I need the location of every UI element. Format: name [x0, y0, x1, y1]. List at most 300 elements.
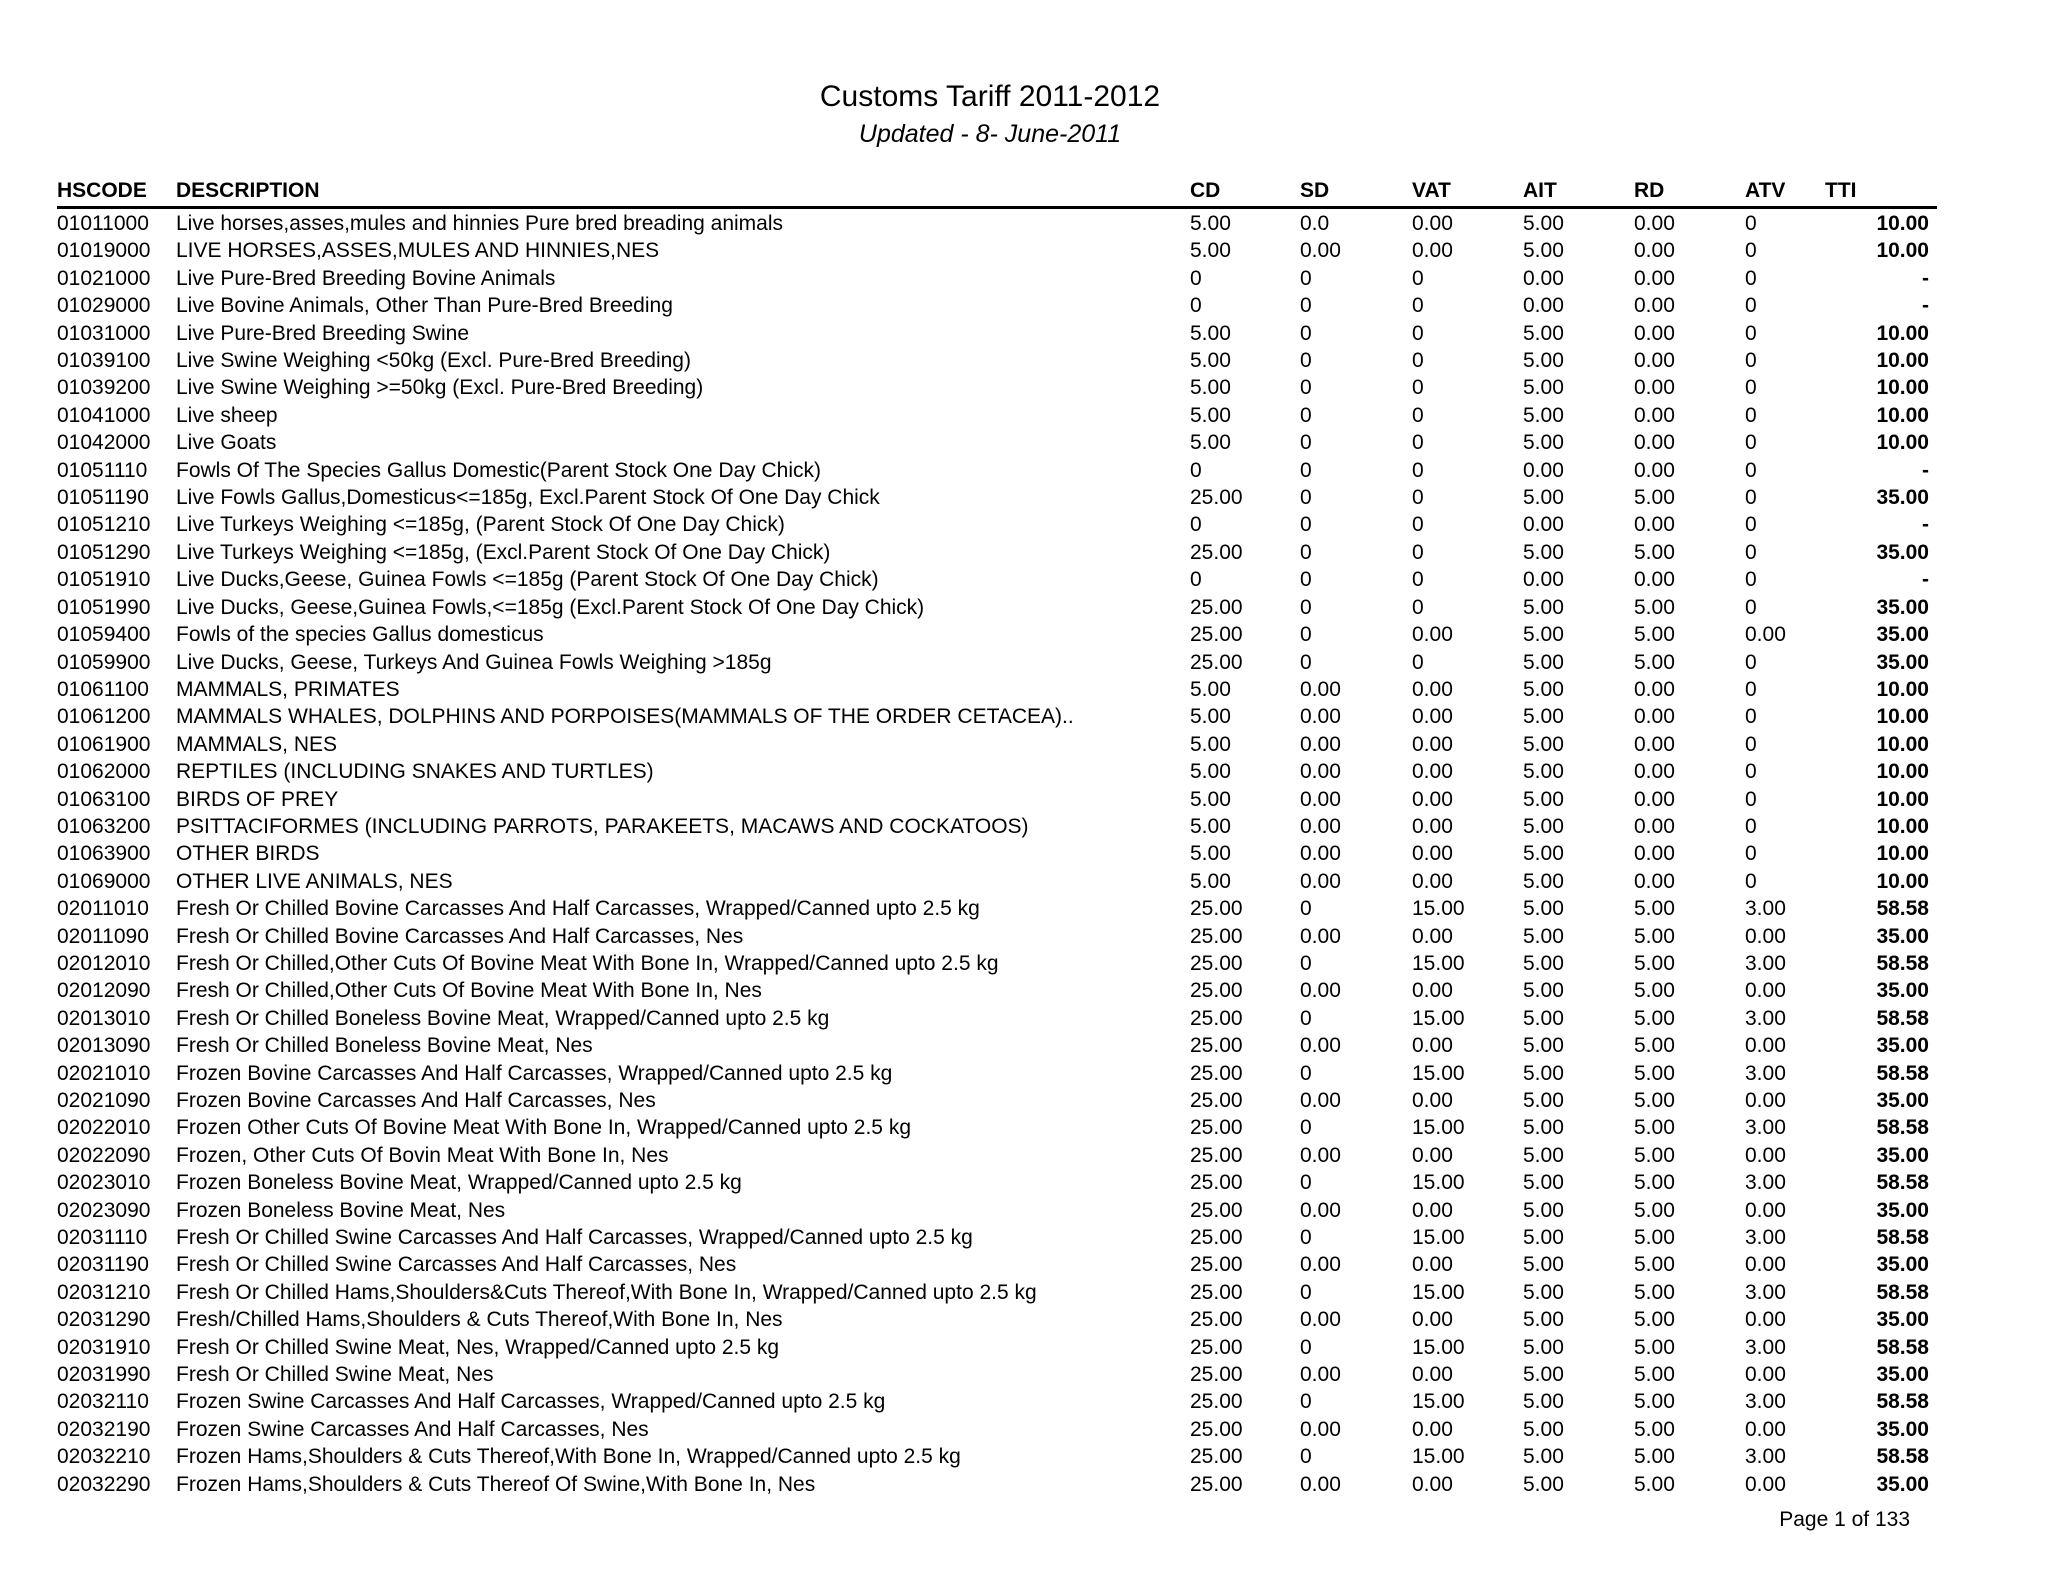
cell-sd: 0 [1300, 897, 1312, 921]
cell-sd: 0 [1300, 951, 1312, 975]
cell-rd: 5.00 [1634, 951, 1675, 975]
cell-atv: 0 [1745, 349, 1757, 373]
table-row [0, 621, 1940, 648]
cell-hscode: 02032110 [57, 1390, 149, 1414]
cell-cd: 25.00 [1190, 486, 1243, 510]
cell-hscode: 02032190 [57, 1417, 151, 1441]
cell-vat: 15.00 [1412, 1445, 1465, 1469]
cell-rd: 0.00 [1634, 321, 1675, 345]
cell-vat: 0.00 [1412, 677, 1453, 701]
cell-hscode: 01061900 [57, 732, 151, 756]
cell-vat: 0.00 [1412, 732, 1453, 756]
cell-tti: 35.00 [1876, 1198, 1929, 1222]
cell-rd: 0.00 [1634, 842, 1675, 866]
cell-atv: 0.00 [1745, 1308, 1786, 1332]
cell-hscode: 02031910 [57, 1335, 151, 1359]
cell-cd: 25.00 [1190, 1143, 1243, 1167]
table-row [0, 1060, 1940, 1087]
cell-description: Fresh Or Chilled Swine Carcasses And Half Carcasses, Wrapped/Canned upto 2.5 kg [176, 1226, 973, 1250]
cell-ait: 0.00 [1523, 266, 1564, 290]
cell-cd: 0 [1190, 458, 1202, 482]
cell-vat: 0 [1412, 431, 1424, 455]
cell-cd: 5.00 [1190, 349, 1231, 373]
cell-description: Live Ducks,Geese, Guinea Fowls <=185g (Parent Stock Of One Day Chick) [176, 568, 879, 592]
cell-hscode: 01021000 [57, 266, 151, 290]
cell-description: Fresh Or Chilled Boneless Bovine Meat, Wrapped/Canned upto 2.5 kg [176, 1006, 830, 1030]
cell-vat: 0 [1412, 595, 1424, 619]
cell-cd: 25.00 [1190, 1034, 1243, 1058]
cell-sd: 0.00 [1300, 842, 1341, 866]
cell-cd: 5.00 [1190, 842, 1231, 866]
cell-ait: 5.00 [1523, 540, 1564, 564]
cell-sd: 0.0 [1300, 212, 1330, 235]
document-title: Customs Tariff 2011-2012 [819, 80, 1161, 113]
cell-description: OTHER LIVE ANIMALS, NES [176, 869, 453, 893]
cell-sd: 0 [1300, 1335, 1312, 1359]
cell-description: Live Swine Weighing >=50kg (Excl. Pure-Bred Breeding) [176, 376, 704, 400]
cell-ait: 0.00 [1523, 568, 1564, 592]
cell-tti: 58.58 [1876, 1116, 1929, 1140]
cell-description: Frozen Boneless Bovine Meat, Wrapped/Canned upto 2.5 kg [176, 1171, 742, 1195]
cell-cd: 25.00 [1190, 1226, 1243, 1250]
cell-sd: 0 [1300, 1006, 1312, 1030]
cell-sd: 0.00 [1300, 677, 1341, 701]
cell-atv: 0 [1745, 513, 1757, 537]
cell-cd: 25.00 [1190, 650, 1243, 674]
cell-sd: 0.00 [1300, 979, 1341, 1003]
cell-rd: 5.00 [1634, 1390, 1675, 1414]
cell-rd: 5.00 [1634, 924, 1675, 948]
cell-tti: 58.58 [1876, 1226, 1929, 1250]
cell-sd: 0 [1300, 403, 1312, 427]
cell-cd: 25.00 [1190, 1472, 1243, 1496]
cell-rd: 0.00 [1634, 760, 1675, 784]
cell-description: Frozen Hams,Shoulders & Cuts Thereof Of Swine,With Bone In, Nes [176, 1472, 816, 1496]
cell-vat: 0.00 [1412, 1308, 1453, 1332]
cell-cd: 0 [1190, 294, 1202, 318]
document-subtitle: Updated - 8- June-2011 [858, 120, 1122, 148]
cell-vat: 0.00 [1412, 1363, 1453, 1387]
table-row [0, 1224, 1940, 1251]
cell-hscode: 01059400 [57, 623, 151, 647]
cell-sd: 0.00 [1300, 705, 1341, 729]
cell-sd: 0 [1300, 1226, 1312, 1250]
cell-atv: 3.00 [1745, 1390, 1786, 1414]
cell-rd: 5.00 [1634, 1253, 1675, 1277]
cell-atv: 3.00 [1745, 1445, 1786, 1469]
cell-vat: 0.00 [1412, 1089, 1453, 1112]
cell-vat: 15.00 [1412, 1280, 1465, 1304]
cell-cd: 25.00 [1190, 540, 1243, 564]
cell-atv: 0 [1745, 458, 1757, 482]
cell-cd: 25.00 [1190, 1445, 1243, 1469]
cell-rd: 5.00 [1634, 1363, 1675, 1387]
cell-description: Frozen Bovine Carcasses And Half Carcasses, Nes [176, 1089, 656, 1112]
cell-tti: 10.00 [1876, 403, 1929, 427]
cell-tti: 10.00 [1876, 349, 1929, 373]
cell-atv: 0.00 [1745, 1034, 1786, 1058]
cell-vat: 0.00 [1412, 212, 1453, 235]
cell-hscode: 02013010 [57, 1006, 151, 1030]
cell-hscode: 01029000 [57, 294, 151, 318]
cell-hscode: 01059900 [57, 650, 151, 674]
cell-description: Fresh Or Chilled Bovine Carcasses And Half Carcasses, Nes [176, 924, 744, 948]
cell-cd: 5.00 [1190, 787, 1231, 811]
table-row [0, 1032, 1940, 1059]
table-row [0, 1005, 1940, 1032]
table-row [0, 1251, 1940, 1278]
cell-description: Fresh Or Chilled,Other Cuts Of Bovine Meat With Bone In, Wrapped/Canned upto 2.5 kg [176, 951, 999, 975]
cell-sd: 0 [1300, 321, 1312, 345]
cell-atv: 0 [1745, 595, 1757, 619]
cell-description: Live Turkeys Weighing <=185g, (Excl.Parent Stock Of One Day Chick) [176, 540, 831, 564]
cell-vat: 0.00 [1412, 924, 1453, 948]
cell-rd: 5.00 [1634, 1061, 1675, 1085]
cell-atv: 0.00 [1745, 1417, 1786, 1441]
cell-rd: 5.00 [1634, 1034, 1675, 1058]
cell-hscode: 01063200 [57, 814, 151, 838]
cell-hscode: 02031190 [57, 1253, 149, 1277]
cell-vat: 0 [1412, 568, 1424, 592]
cell-sd: 0 [1300, 540, 1312, 564]
cell-rd: 5.00 [1634, 1143, 1675, 1167]
column-header-tti: TTI [1825, 179, 1857, 202]
cell-tti: 10.00 [1876, 677, 1929, 701]
cell-ait: 5.00 [1523, 376, 1564, 400]
table-row [0, 320, 1940, 347]
cell-rd: 0.00 [1634, 705, 1675, 729]
cell-sd: 0.00 [1300, 1363, 1341, 1387]
cell-cd: 25.00 [1190, 1335, 1243, 1359]
cell-hscode: 02032290 [57, 1472, 151, 1496]
cell-cd: 0 [1190, 513, 1202, 537]
cell-vat: 0 [1412, 486, 1424, 510]
cell-cd: 25.00 [1190, 924, 1243, 948]
cell-atv: 0 [1745, 266, 1757, 290]
cell-hscode: 02021090 [57, 1089, 151, 1112]
cell-description: Live Pure-Bred Breeding Bovine Animals [176, 266, 556, 290]
cell-sd: 0.00 [1300, 869, 1341, 893]
cell-description: Fresh Or Chilled Swine Meat, Nes, Wrapped/Canned upto 2.5 kg [176, 1335, 780, 1359]
column-header-ait: AIT [1523, 179, 1557, 202]
cell-ait: 5.00 [1523, 1280, 1564, 1304]
cell-cd: 25.00 [1190, 1417, 1243, 1441]
cell-tti: 10.00 [1876, 212, 1929, 235]
cell-tti: 35.00 [1876, 623, 1929, 647]
cell-tti: 35.00 [1876, 1253, 1929, 1277]
cell-vat: 15.00 [1412, 1226, 1465, 1250]
cell-tti: - [1922, 568, 1929, 592]
cell-cd: 25.00 [1190, 1089, 1243, 1112]
cell-vat: 15.00 [1412, 897, 1465, 921]
cell-rd: 0.00 [1634, 677, 1675, 701]
cell-cd: 5.00 [1190, 677, 1231, 701]
cell-ait: 5.00 [1523, 924, 1564, 948]
cell-description: Frozen Bovine Carcasses And Half Carcasses, Wrapped/Canned upto 2.5 kg [176, 1061, 893, 1085]
cell-atv: 0.00 [1745, 1143, 1786, 1167]
cell-ait: 5.00 [1523, 760, 1564, 784]
cell-description: Fresh Or Chilled,Other Cuts Of Bovine Meat With Bone In, Nes [176, 979, 762, 1003]
cell-rd: 0.00 [1634, 239, 1675, 263]
cell-tti: 58.58 [1876, 1390, 1929, 1414]
cell-hscode: 02013090 [57, 1034, 151, 1058]
cell-rd: 5.00 [1634, 1226, 1675, 1250]
cell-sd: 0.00 [1300, 1089, 1341, 1112]
cell-tti: 58.58 [1876, 1445, 1929, 1469]
cell-description: Frozen Swine Carcasses And Half Carcasses, Nes [176, 1417, 649, 1441]
cell-sd: 0 [1300, 486, 1312, 510]
cell-rd: 0.00 [1634, 431, 1675, 455]
table-row [0, 237, 1940, 264]
cell-atv: 0 [1745, 568, 1757, 592]
cell-cd: 5.00 [1190, 239, 1231, 263]
cell-vat: 0.00 [1412, 979, 1453, 1003]
cell-tti: 10.00 [1876, 760, 1929, 784]
cell-description: MAMMALS WHALES, DOLPHINS AND PORPOISES(MAMMALS OF THE ORDER CETACEA).. [176, 705, 1074, 729]
cell-ait: 5.00 [1523, 349, 1564, 373]
cell-rd: 5.00 [1634, 1280, 1675, 1304]
cell-cd: 25.00 [1190, 1006, 1243, 1030]
cell-description: Live Swine Weighing <50kg (Excl. Pure-Bred Breeding) [176, 349, 691, 373]
cell-cd: 5.00 [1190, 814, 1231, 838]
cell-description: Fresh Or Chilled Bovine Carcasses And Half Carcasses, Wrapped/Canned upto 2.5 kg [176, 897, 980, 921]
cell-sd: 0 [1300, 431, 1312, 455]
cell-vat: 0.00 [1412, 1472, 1453, 1496]
cell-tti: 35.00 [1876, 540, 1929, 564]
cell-description: Frozen Boneless Bovine Meat, Nes [176, 1198, 506, 1222]
cell-tti: 58.58 [1876, 1171, 1929, 1195]
header-rule [57, 206, 1937, 209]
table-row [0, 977, 1940, 1004]
cell-vat: 15.00 [1412, 951, 1465, 975]
cell-atv: 0 [1745, 376, 1757, 400]
cell-hscode: 02031990 [57, 1363, 151, 1387]
cell-description: Frozen, Other Cuts Of Bovin Meat With Bone In, Nes [176, 1143, 669, 1167]
cell-atv: 0 [1745, 431, 1757, 455]
table-row [0, 676, 1940, 703]
cell-sd: 0.00 [1300, 1253, 1341, 1277]
cell-rd: 0.00 [1634, 403, 1675, 427]
cell-description: Live Ducks, Geese, Turkeys And Guinea Fowls Weighing >185g [176, 650, 772, 674]
cell-cd: 25.00 [1190, 897, 1243, 921]
cell-atv: 0 [1745, 321, 1757, 345]
cell-vat: 15.00 [1412, 1061, 1465, 1085]
table-row [0, 484, 1940, 511]
cell-sd: 0.00 [1300, 1143, 1341, 1167]
cell-atv: 0.00 [1745, 1472, 1786, 1496]
cell-rd: 0.00 [1634, 266, 1675, 290]
cell-atv: 0 [1745, 212, 1757, 235]
table-row [0, 457, 1940, 484]
cell-tti: - [1922, 458, 1929, 482]
cell-cd: 25.00 [1190, 979, 1243, 1003]
cell-hscode: 02012010 [57, 951, 151, 975]
cell-atv: 0 [1745, 760, 1757, 784]
cell-ait: 5.00 [1523, 1226, 1564, 1250]
cell-cd: 25.00 [1190, 595, 1243, 619]
cell-ait: 5.00 [1523, 650, 1564, 674]
cell-cd: 25.00 [1190, 1280, 1243, 1304]
cell-cd: 0 [1190, 266, 1202, 290]
cell-ait: 5.00 [1523, 212, 1564, 235]
cell-description: Fresh Or Chilled Swine Meat, Nes [176, 1363, 494, 1387]
cell-tti: 10.00 [1876, 787, 1929, 811]
cell-hscode: 02011090 [57, 924, 149, 948]
table-row [0, 786, 1940, 813]
cell-rd: 5.00 [1634, 1417, 1675, 1441]
cell-hscode: 01061200 [57, 705, 151, 729]
cell-hscode: 01051290 [57, 540, 151, 564]
cell-vat: 0.00 [1412, 869, 1453, 893]
cell-atv: 0.00 [1745, 979, 1786, 1003]
table-row [0, 1306, 1940, 1333]
cell-rd: 5.00 [1634, 1445, 1675, 1469]
cell-vat: 0 [1412, 513, 1424, 537]
table-row [0, 1169, 1940, 1196]
cell-cd: 25.00 [1190, 1116, 1243, 1140]
table-row [0, 923, 1940, 950]
cell-hscode: 01039100 [57, 349, 151, 373]
table-row [0, 1361, 1940, 1388]
cell-cd: 25.00 [1190, 1390, 1243, 1414]
cell-cd: 25.00 [1190, 1253, 1243, 1277]
cell-cd: 0 [1190, 568, 1202, 592]
cell-rd: 0.00 [1634, 732, 1675, 756]
cell-description: Live Bovine Animals, Other Than Pure-Bred Breeding [176, 294, 673, 318]
cell-cd: 5.00 [1190, 431, 1231, 455]
cell-rd: 0.00 [1634, 869, 1675, 893]
cell-ait: 5.00 [1523, 1308, 1564, 1332]
cell-hscode: 02012090 [57, 979, 151, 1003]
cell-description: Live horses,asses,mules and hinnies Pure bred breading animals [176, 212, 784, 235]
cell-rd: 5.00 [1634, 486, 1675, 510]
table-header [0, 176, 1940, 206]
cell-hscode: 02023010 [57, 1171, 151, 1195]
cell-rd: 5.00 [1634, 1335, 1675, 1359]
cell-description: Live Goats [176, 431, 277, 455]
cell-cd: 5.00 [1190, 212, 1231, 235]
cell-sd: 0 [1300, 623, 1312, 647]
cell-tti: 35.00 [1876, 595, 1929, 619]
cell-tti: 35.00 [1876, 650, 1929, 674]
table-row [0, 1334, 1940, 1361]
cell-tti: 35.00 [1876, 1417, 1929, 1441]
cell-hscode: 02022090 [57, 1143, 151, 1167]
cell-description: Frozen Swine Carcasses And Half Carcasses, Wrapped/Canned upto 2.5 kg [176, 1390, 886, 1414]
table-row [0, 566, 1940, 593]
cell-cd: 5.00 [1190, 869, 1231, 893]
cell-sd: 0 [1300, 1445, 1312, 1469]
cell-sd: 0 [1300, 349, 1312, 373]
cell-sd: 0 [1300, 650, 1312, 674]
table-row [0, 374, 1940, 401]
cell-hscode: 02023090 [57, 1198, 151, 1222]
cell-sd: 0.00 [1300, 924, 1341, 948]
cell-rd: 0.00 [1634, 568, 1675, 592]
cell-description: Live Pure-Bred Breeding Swine [176, 321, 469, 345]
table-row [0, 594, 1940, 621]
cell-tti: 35.00 [1876, 1308, 1929, 1332]
cell-vat: 0.00 [1412, 1034, 1453, 1058]
cell-atv: 0 [1745, 403, 1757, 427]
cell-sd: 0 [1300, 568, 1312, 592]
column-header-atv: ATV [1745, 179, 1786, 202]
cell-vat: 0.00 [1412, 705, 1453, 729]
cell-hscode: 01062000 [57, 760, 151, 784]
cell-atv: 0 [1745, 294, 1757, 318]
cell-ait: 5.00 [1523, 814, 1564, 838]
cell-rd: 5.00 [1634, 650, 1675, 674]
column-header-vat: VAT [1412, 179, 1451, 202]
cell-ait: 5.00 [1523, 1472, 1564, 1496]
cell-vat: 0.00 [1412, 842, 1453, 866]
cell-ait: 5.00 [1523, 1143, 1564, 1167]
cell-rd: 5.00 [1634, 1006, 1675, 1030]
cell-rd: 5.00 [1634, 1472, 1675, 1496]
cell-hscode: 02031210 [57, 1280, 151, 1304]
cell-rd: 0.00 [1634, 349, 1675, 373]
table-row [0, 1388, 1940, 1415]
table-row [0, 1087, 1940, 1114]
cell-ait: 5.00 [1523, 486, 1564, 510]
cell-ait: 5.00 [1523, 1335, 1564, 1359]
cell-description: Fresh/Chilled Hams,Shoulders & Cuts Thereof,With Bone In, Nes [176, 1308, 783, 1332]
cell-rd: 5.00 [1634, 595, 1675, 619]
cell-sd: 0.00 [1300, 760, 1341, 784]
cell-sd: 0.00 [1300, 1472, 1341, 1496]
table-row [0, 758, 1940, 785]
cell-tti: 10.00 [1876, 431, 1929, 455]
cell-rd: 5.00 [1634, 1198, 1675, 1222]
cell-sd: 0.00 [1300, 1034, 1341, 1058]
cell-ait: 0.00 [1523, 513, 1564, 537]
cell-atv: 0 [1745, 814, 1757, 838]
cell-vat: 0.00 [1412, 1198, 1453, 1222]
cell-tti: - [1922, 266, 1929, 290]
cell-tti: 35.00 [1876, 1143, 1929, 1167]
cell-sd: 0 [1300, 1390, 1312, 1414]
cell-rd: 0.00 [1634, 376, 1675, 400]
table-row [0, 1142, 1940, 1169]
cell-vat: 0.00 [1412, 814, 1453, 838]
cell-ait: 5.00 [1523, 842, 1564, 866]
cell-atv: 0 [1745, 842, 1757, 866]
cell-rd: 5.00 [1634, 623, 1675, 647]
cell-ait: 5.00 [1523, 431, 1564, 455]
cell-cd: 5.00 [1190, 732, 1231, 756]
cell-vat: 15.00 [1412, 1171, 1465, 1195]
cell-atv: 0 [1745, 705, 1757, 729]
cell-ait: 5.00 [1523, 239, 1564, 263]
cell-sd: 0 [1300, 1171, 1312, 1195]
cell-ait: 5.00 [1523, 1006, 1564, 1030]
cell-ait: 5.00 [1523, 897, 1564, 921]
cell-ait: 5.00 [1523, 1034, 1564, 1058]
cell-description: Fresh Or Chilled Swine Carcasses And Half Carcasses, Nes [176, 1253, 737, 1277]
cell-vat: 0 [1412, 266, 1424, 290]
table-row [0, 1114, 1940, 1141]
cell-hscode: 01042000 [57, 431, 151, 455]
cell-vat: 0.00 [1412, 760, 1453, 784]
cell-ait: 5.00 [1523, 705, 1564, 729]
cell-atv: 0.00 [1745, 1253, 1786, 1277]
table-row [0, 347, 1940, 374]
table-row [0, 950, 1940, 977]
cell-hscode: 01051990 [57, 595, 151, 619]
cell-atv: 0.00 [1745, 924, 1786, 948]
table-row [0, 210, 1940, 237]
column-header-description: DESCRIPTION [176, 179, 320, 202]
